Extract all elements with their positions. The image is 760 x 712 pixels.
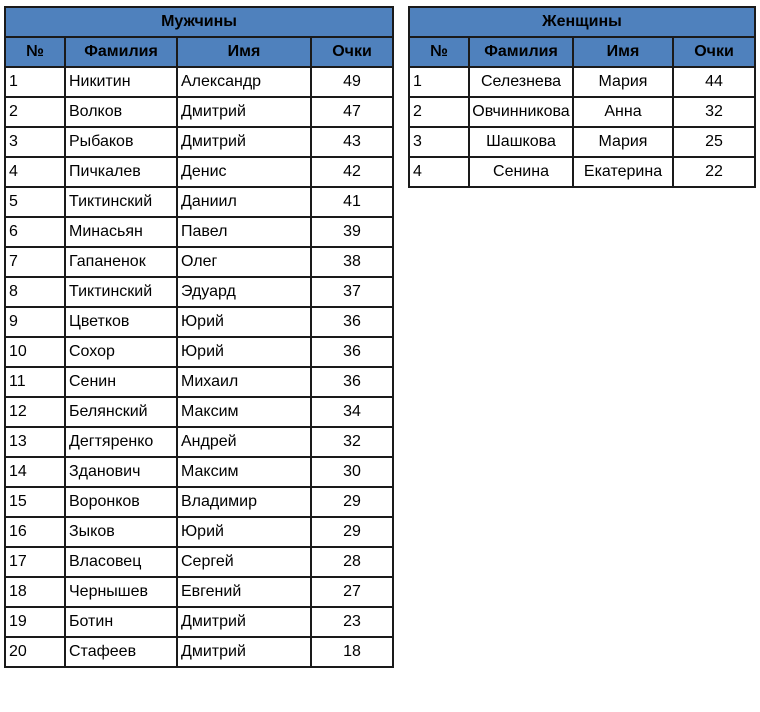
men-number-cell: 14: [5, 457, 65, 487]
women-table-row: [409, 157, 755, 187]
men-surname-cell: Сенин: [65, 367, 177, 397]
women-name-cell: Мария: [573, 127, 673, 157]
men-number-cell: 16: [5, 517, 65, 547]
men-table-row: [5, 247, 393, 277]
men-number-cell: 12: [5, 397, 65, 427]
men-points-cell: 49: [311, 67, 393, 97]
men-name-cell: Евгений: [177, 577, 311, 607]
men-points-cell: 32: [311, 427, 393, 457]
women-header-row: [409, 37, 755, 67]
men-table-row: [5, 67, 393, 97]
men-points-cell: 42: [311, 157, 393, 187]
men-points-cell: 27: [311, 577, 393, 607]
men-name-cell: Михаил: [177, 367, 311, 397]
men-surname-cell: Гапаненок: [65, 247, 177, 277]
men-name-cell: Эдуард: [177, 277, 311, 307]
women-number-cell: 1: [409, 67, 469, 97]
women-table-row: [409, 67, 755, 97]
women-table-row: [409, 97, 755, 127]
women-points-cell: 25: [673, 127, 755, 157]
women-surname-cell: Шашкова: [469, 127, 573, 157]
men-points-cell: 29: [311, 487, 393, 517]
men-name-cell: Юрий: [177, 337, 311, 367]
men-table-row: [5, 337, 393, 367]
women-points-cell: 32: [673, 97, 755, 127]
men-table-title: Мужчины: [5, 7, 393, 37]
men-number-cell: 17: [5, 547, 65, 577]
men-number-cell: 6: [5, 217, 65, 247]
men-surname-cell: Тиктинский: [65, 187, 177, 217]
men-surname-cell: Пичкалев: [65, 157, 177, 187]
men-name-cell: Павел: [177, 217, 311, 247]
men-points-cell: 47: [311, 97, 393, 127]
men-surname-cell: Рыбаков: [65, 127, 177, 157]
men-points-cell: 36: [311, 367, 393, 397]
women-name-cell: Екатерина: [573, 157, 673, 187]
men-points-cell: 36: [311, 337, 393, 367]
women-column-header-surname: Фамилия: [469, 37, 573, 67]
men-name-cell: Максим: [177, 457, 311, 487]
men-number-cell: 20: [5, 637, 65, 667]
men-table-row: [5, 457, 393, 487]
men-header-row: [5, 37, 393, 67]
men-table-row: [5, 277, 393, 307]
women-table-title: Женщины: [409, 7, 755, 37]
men-number-cell: 15: [5, 487, 65, 517]
women-number-cell: 3: [409, 127, 469, 157]
men-table-row: [5, 307, 393, 337]
women-column-header-name: Имя: [573, 37, 673, 67]
men-number-cell: 3: [5, 127, 65, 157]
men-points-cell: 28: [311, 547, 393, 577]
men-name-cell: Даниил: [177, 187, 311, 217]
men-surname-cell: Волков: [65, 97, 177, 127]
men-name-cell: Александр: [177, 67, 311, 97]
women-results-table: [408, 6, 756, 188]
men-table-row: [5, 517, 393, 547]
women-points-cell: 22: [673, 157, 755, 187]
men-table-row: [5, 367, 393, 397]
men-surname-cell: Белянский: [65, 397, 177, 427]
women-name-cell: Мария: [573, 67, 673, 97]
men-column-header-name: Имя: [177, 37, 311, 67]
men-column-header-points: Очки: [311, 37, 393, 67]
women-column-header-points: Очки: [673, 37, 755, 67]
women-name-cell: Анна: [573, 97, 673, 127]
women-surname-cell: Овчинникова: [469, 97, 573, 127]
men-number-cell: 18: [5, 577, 65, 607]
men-surname-cell: Чернышев: [65, 577, 177, 607]
men-points-cell: 18: [311, 637, 393, 667]
men-surname-cell: Зданович: [65, 457, 177, 487]
women-table-row: [409, 127, 755, 157]
men-name-cell: Дмитрий: [177, 127, 311, 157]
women-title-row: [409, 7, 755, 37]
men-table-row: [5, 97, 393, 127]
men-table-row: [5, 547, 393, 577]
men-surname-cell: Стафеев: [65, 637, 177, 667]
men-name-cell: Максим: [177, 397, 311, 427]
men-table-row: [5, 157, 393, 187]
men-surname-cell: Дегтяренко: [65, 427, 177, 457]
men-table-row: [5, 187, 393, 217]
men-surname-cell: Тиктинский: [65, 277, 177, 307]
men-table-row: [5, 577, 393, 607]
men-points-cell: 29: [311, 517, 393, 547]
men-surname-cell: Цветков: [65, 307, 177, 337]
women-points-cell: 44: [673, 67, 755, 97]
women-number-cell: 2: [409, 97, 469, 127]
men-table-row: [5, 427, 393, 457]
men-number-cell: 5: [5, 187, 65, 217]
men-name-cell: Олег: [177, 247, 311, 277]
men-surname-cell: Никитин: [65, 67, 177, 97]
men-table-row: [5, 487, 393, 517]
women-table-body: [409, 67, 755, 187]
men-surname-cell: Сохор: [65, 337, 177, 367]
men-table-row: [5, 637, 393, 667]
men-number-cell: 8: [5, 277, 65, 307]
men-table-row: [5, 607, 393, 637]
men-name-cell: Андрей: [177, 427, 311, 457]
men-table-body: [5, 67, 393, 667]
men-points-cell: 41: [311, 187, 393, 217]
men-name-cell: Сергей: [177, 547, 311, 577]
men-name-cell: Владимир: [177, 487, 311, 517]
men-number-cell: 4: [5, 157, 65, 187]
men-title-row: [5, 7, 393, 37]
men-table-row: [5, 127, 393, 157]
women-column-header-number: №: [409, 37, 469, 67]
men-name-cell: Юрий: [177, 517, 311, 547]
men-points-cell: 37: [311, 277, 393, 307]
women-surname-cell: Сенина: [469, 157, 573, 187]
men-points-cell: 30: [311, 457, 393, 487]
men-number-cell: 19: [5, 607, 65, 637]
men-number-cell: 1: [5, 67, 65, 97]
men-points-cell: 23: [311, 607, 393, 637]
men-column-header-number: №: [5, 37, 65, 67]
men-name-cell: Юрий: [177, 307, 311, 337]
men-table-row: [5, 217, 393, 247]
men-number-cell: 9: [5, 307, 65, 337]
men-name-cell: Дмитрий: [177, 637, 311, 667]
men-number-cell: 11: [5, 367, 65, 397]
men-points-cell: 36: [311, 307, 393, 337]
men-number-cell: 7: [5, 247, 65, 277]
men-number-cell: 2: [5, 97, 65, 127]
men-number-cell: 13: [5, 427, 65, 457]
men-column-header-surname: Фамилия: [65, 37, 177, 67]
men-surname-cell: Минасьян: [65, 217, 177, 247]
men-points-cell: 43: [311, 127, 393, 157]
men-points-cell: 34: [311, 397, 393, 427]
men-name-cell: Денис: [177, 157, 311, 187]
men-results-table: [4, 6, 394, 668]
men-surname-cell: Зыков: [65, 517, 177, 547]
men-name-cell: Дмитрий: [177, 607, 311, 637]
men-surname-cell: Воронков: [65, 487, 177, 517]
women-number-cell: 4: [409, 157, 469, 187]
men-name-cell: Дмитрий: [177, 97, 311, 127]
men-points-cell: 38: [311, 247, 393, 277]
men-number-cell: 10: [5, 337, 65, 367]
men-table-row: [5, 397, 393, 427]
men-surname-cell: Ботин: [65, 607, 177, 637]
men-points-cell: 39: [311, 217, 393, 247]
women-surname-cell: Селезнева: [469, 67, 573, 97]
men-surname-cell: Власовец: [65, 547, 177, 577]
